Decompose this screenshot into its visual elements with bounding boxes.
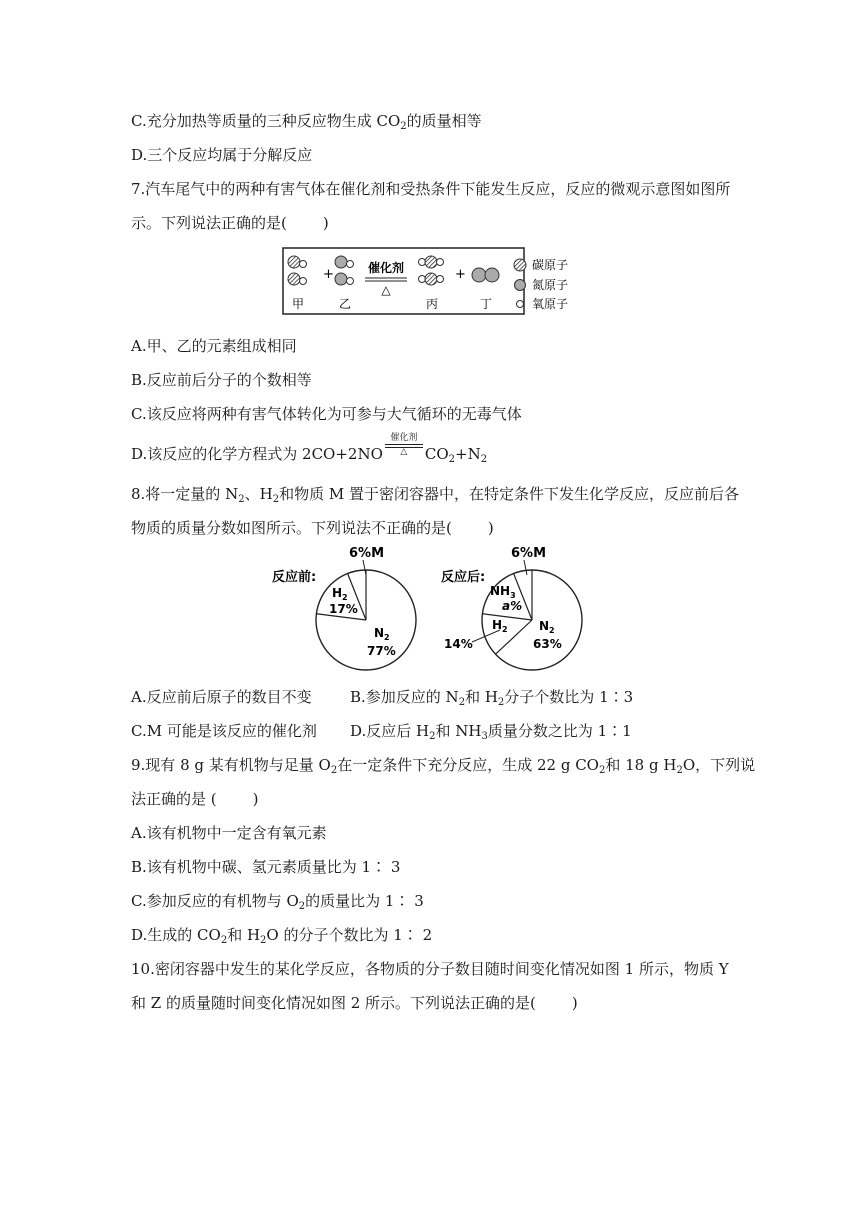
pie-before-m-label: 6%M bbox=[349, 546, 385, 561]
pie-before-title: 反应前: bbox=[272, 570, 317, 585]
q7-option-c: C.该反应将两种有害气体转化为可参与大气循环的无毒气体 bbox=[131, 405, 522, 423]
svg-text:氮原子: 氮原子 bbox=[532, 278, 569, 292]
q8-option-b: B.参加反应的 $N_2$和 $H_2$分子个数比为 1∶3 bbox=[350, 688, 634, 708]
label-yi: 乙 bbox=[338, 297, 352, 311]
q8-option-a: A.反应前后原子的数目不变 bbox=[131, 688, 312, 706]
molecule-bing bbox=[419, 256, 444, 285]
q8-option-c: C.M 可能是该反应的催化剂 bbox=[131, 722, 317, 740]
label-ding: 丁 bbox=[479, 297, 493, 311]
legend-carbon-icon bbox=[514, 259, 526, 271]
q10-stem-line2: 和 Z 的质量随时间变化情况如图 2 所示。下列说法正确的是( ) bbox=[131, 994, 578, 1012]
pie-before bbox=[316, 570, 416, 670]
pie-before-n2-pct: 77% bbox=[367, 644, 396, 658]
diagram-catalyst: 催化剂 bbox=[367, 261, 405, 275]
q7-option-b: B.反应前后分子的个数相等 bbox=[131, 371, 312, 389]
q7-stem-line1: 7.汽车尾气中的两种有害气体在催化剂和受热条件下能发生反应，反应的微观示意图如图所 bbox=[131, 180, 731, 198]
pie-after-title: 反应后: bbox=[441, 570, 486, 585]
reaction-diagram bbox=[282, 244, 587, 319]
svg-text:氧原子: 氧原子 bbox=[532, 297, 569, 311]
pie-before-h2-pct: 17% bbox=[329, 602, 358, 616]
pie-after-n2-pct: 63% bbox=[533, 637, 562, 651]
svg-text:碳原子: 碳原子 bbox=[532, 258, 569, 272]
pie-after-nh3-label: $NH_3$ bbox=[490, 584, 516, 600]
molecule-ding bbox=[472, 268, 499, 282]
legend-nitrogen-icon bbox=[515, 280, 526, 291]
diagram-heat: △ bbox=[381, 283, 391, 297]
pie-before-h2-label: $H_2$ bbox=[332, 586, 348, 602]
legend bbox=[514, 257, 568, 311]
pie-after-n2-label: $N_2$ bbox=[539, 619, 555, 635]
q7-stem-line2: 示。下列说法正确的是( ) bbox=[131, 214, 329, 232]
molecule-yi bbox=[335, 256, 354, 285]
pie-after-m-label: 6%M bbox=[511, 546, 547, 561]
q9-option-c: C.参加反应的有机物与 $O_2$的质量比为 1∶ 3 bbox=[131, 892, 424, 912]
q9-stem-line1: 9.现有 8 g 某有机物与足量 $O_2$在一定条件下充分反应，生成 22 g $CO_2$和 18 g $H_2O$，下列说 bbox=[131, 756, 756, 776]
q9-option-d: D.生成的 $CO_2$和 $H_2O$ 的分子个数比为 1∶ 2 bbox=[131, 926, 433, 946]
diagram-plus-2: + bbox=[455, 267, 466, 282]
pie-after-h2-pct: 14% bbox=[444, 637, 473, 651]
reaction-condition: 催化剂 △ bbox=[383, 444, 425, 464]
pie-after-nh3-pct: a% bbox=[502, 599, 523, 613]
q9-stem-line2: 法正确的是 ( ) bbox=[131, 790, 259, 808]
diagram-plus-1: + bbox=[323, 267, 334, 282]
legend-oxygen-icon bbox=[517, 301, 524, 308]
label-jia: 甲 bbox=[291, 297, 305, 311]
q6-option-d: D.三个反应均属于分解反应 bbox=[131, 146, 313, 164]
q8-option-d: D.反应后 $H_2$和 $NH_3$质量分数之比为 1∶1 bbox=[350, 722, 632, 742]
label-bing: 丙 bbox=[425, 297, 439, 311]
q7-option-d: D.该反应的化学方程式为 2CO+2NO 催化剂 △ $CO_2+N_2$ bbox=[131, 433, 488, 465]
pie-before-n2-label: $N_2$ bbox=[374, 626, 390, 642]
q7-option-a: A.甲、乙的元素组成相同 bbox=[131, 337, 297, 355]
q10-stem-line1: 10.密闭容器中发生的某化学反应，各物质的分子数目随时间变化情况如图 1 所示，物质 Y bbox=[131, 960, 729, 978]
q8-stem-line1: 8.将一定量的 $N_2$、$H_2$和物质 M 置于密闭容器中，在特定条件下发生化学反应，反应前后各 bbox=[131, 485, 739, 505]
q9-option-b: B.该有机物中碳、氢元素质量比为 1∶ 3 bbox=[131, 858, 401, 876]
q8-stem-line2: 物质的质量分数如图所示。下列说法不正确的是( ) bbox=[131, 519, 494, 537]
molecule-jia bbox=[288, 256, 307, 285]
q9-option-a: A.该有机物中一定含有氧元素 bbox=[131, 824, 327, 842]
pie-charts bbox=[270, 542, 590, 677]
q6-option-c: C.充分加热等质量的三种反应物生成 $CO_2$的质量相等 bbox=[131, 112, 482, 132]
pie-after-h2-label: $H_2$ bbox=[492, 618, 508, 634]
